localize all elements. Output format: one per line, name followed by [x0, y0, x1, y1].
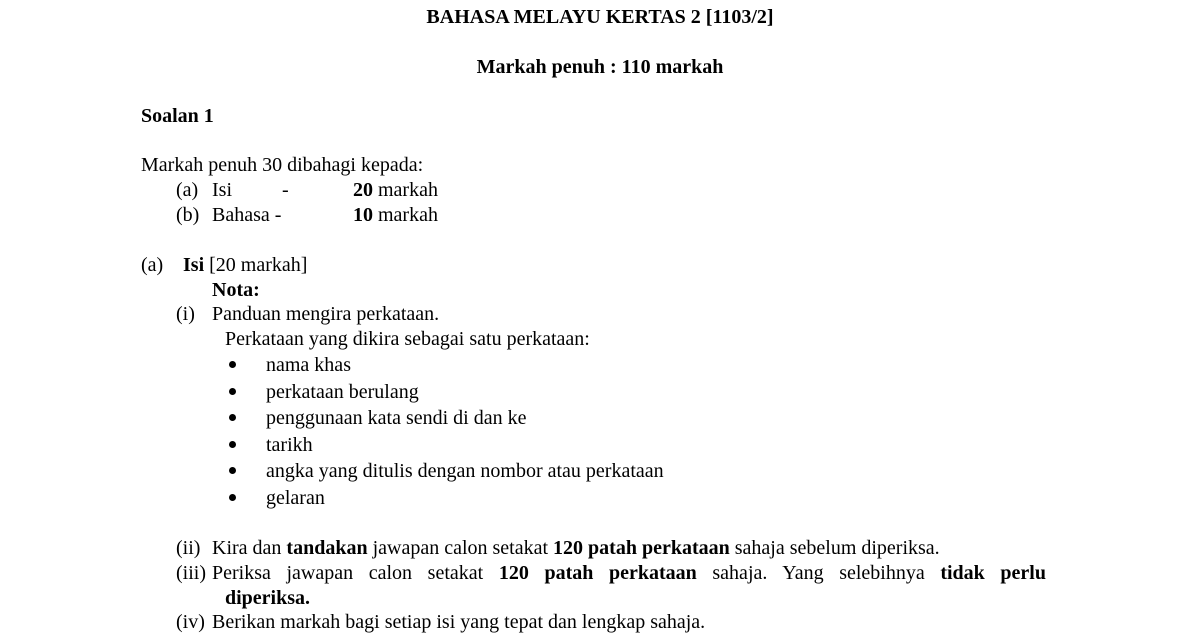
section-a-heading: Isi [20 markah] [183, 254, 308, 276]
breakdown-b-name: Bahasa - [212, 204, 282, 226]
question-heading: Soalan 1 [141, 105, 214, 127]
full-marks-heading: Markah penuh : 110 markah [476, 56, 724, 78]
breakdown-a-name: Isi [212, 179, 232, 201]
bullet-icon [229, 414, 236, 421]
item-iv-text: Berikan markah bagi setiap isi yang tepat dan lengkap sahaja. [212, 611, 706, 633]
item-iv-label: (iv) [176, 611, 205, 633]
breakdown-b-label: (b) [176, 204, 200, 226]
document-page: BAHASA MELAYU KERTAS 2 [1103/2] Markah penuh : 110 markah Soalan 1 Markah penuh 30 dibahagi kepada: (a) Isi - 20 markah (b) Bahasa - 10 markah (a) Isi [20 markah] Nota: (i) Panduan mengira perkataan. Perkataan yang dikira sebagai satu perkataan: nama khas perkataan berulang penggunaan kata sendi di dan ke tarikh angka yang ditulis dengan nombor atau perkataan gelaran (ii) Kira dan tandakan jawapan calon setakat 120 patah perkataan sahaja sebelum diperiksa. (iii) Periksa jawapan calon setakat 120 patah perkataan sahaja. Yang selebihnya tidak perlu diperiksa. (iv) Berikan markah bagi setiap isi yang tepat dan lengkap sahaja. [0, 0, 1200, 630]
item-i-subtext: Perkataan yang dikira sebagai satu perkataan: [225, 328, 590, 350]
item-iii-text: Periksa jawapan calon setakat 120 patah perkataan sahaja. Yang selebihnya tidak perlu [212, 562, 1046, 584]
section-a-label: (a) [141, 254, 164, 276]
note-heading: Nota: [212, 279, 260, 301]
item-ii-text: Kira dan tandakan jawapan calon setakat 120 patah perkataan sahaja sebelum diperiksa. [212, 537, 940, 559]
bullet-icon [229, 388, 236, 395]
breakdown-a-marks: 20 markah [353, 179, 438, 201]
breakdown-b-marks: 10 markah [353, 204, 438, 226]
bullet-icon [229, 441, 236, 448]
marks-intro: Markah penuh 30 dibahagi kepada: [141, 154, 424, 176]
bullet-icon [229, 494, 236, 501]
item-ii-label: (ii) [176, 537, 201, 559]
breakdown-a-label: (a) [176, 179, 199, 201]
item-iii-text-continued: diperiksa. [225, 587, 311, 609]
item-iii-label: (iii) [176, 562, 206, 584]
bullet-icon [229, 361, 236, 368]
document-title: BAHASA MELAYU KERTAS 2 [1103/2] [426, 6, 774, 28]
item-i-label: (i) [176, 303, 195, 325]
item-i-text: Panduan mengira perkataan. [212, 303, 440, 325]
bullet-icon [229, 467, 236, 474]
breakdown-a-dash: - [282, 179, 289, 201]
